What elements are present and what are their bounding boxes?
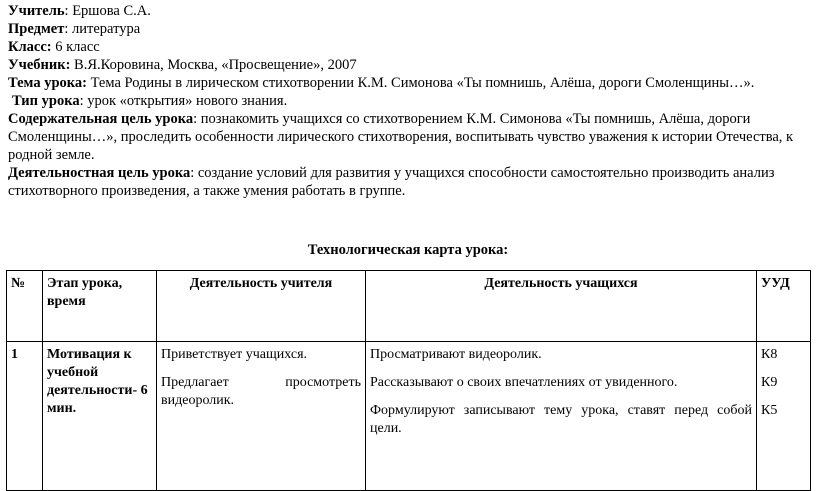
textbook-value: В.Я.Коровина, Москва, «Просвещение», 2007 [70,57,357,73]
topic-line [8,74,808,92]
topic-label: Тема урока: [8,75,87,91]
content-goal-value: : познакомить учащихся со стихотворением К.М. Симонова «Ты помнишь, Алёша, дороги Смоленщины…», проследить особенности лирического стихотворения, воспитывать чувство уважения к истории Отечества, к родной земле. [8,111,794,163]
subject-value: : литература [64,21,141,37]
table-title: Технологическая карта урока: [307,242,509,258]
textbook-line [8,56,808,74]
header-uud: УУД [757,271,811,342]
teacher-label: Учитель [8,3,65,19]
header-teacher-activity: Деятельность учителя [157,271,366,342]
student-activity-item: Рассказывают о своих впечатлениях от увиденного. [370,375,678,390]
uud-item: К5 [761,403,778,418]
teacher-activity-item: Предлагает просмотреть видеоролик. [161,375,361,408]
teacher-value: : Ершова С.А. [64,3,151,19]
student-activity-item: Просматривают видеоролик. [370,347,542,362]
student-activity-item: Формулируют записывают тему урока, ставят перед собой цели. [370,403,752,436]
uud-item: К8 [761,347,778,362]
activity-goal-label: Деятельностная цель урока [8,165,191,181]
row-number: 1 [7,342,43,491]
content-goal-label: Содержательная цель урока [8,111,194,127]
type-label: Тип урока [12,93,80,109]
lesson-info [8,2,808,200]
class-value: 6 класс [51,39,100,55]
subject-label: Предмет [8,21,65,37]
textbook-label: Учебник: [8,57,71,73]
table-row [7,342,811,491]
activity-goal-value: : создание условий для развития у учащихся способности самостоятельно производить анализ стихотворного произведения, а также умения работать в группе. [8,165,775,199]
row-student-activity [366,342,757,491]
row-uud [757,342,811,491]
type-line [8,92,808,110]
header-number: № [7,271,43,342]
topic-value: Тема Родины в лирическом стихотворении К.М. Симонова «Ты помнишь, Алёша, дороги Смоленщины…». [87,75,755,91]
row-teacher-activity [157,342,366,491]
header-student-activity: Деятельность учащихся [366,271,757,342]
type-value: : урок «открытия» нового знания. [79,93,288,109]
table-header-row [7,271,811,342]
class-label: Класс: [8,39,52,55]
header-stage: Этап урока, время [43,271,157,342]
subject-line [8,20,808,38]
class-line [8,38,808,56]
lesson-map-table [6,270,811,491]
content-goal-line [8,110,808,164]
row-stage: Мотивация к учебной деятельности- 6 мин. [43,342,157,491]
activity-goal-line [8,164,808,200]
uud-item: К9 [761,375,778,390]
teacher-activity-item: Приветствует учащихся. [161,347,308,362]
teacher-line [8,2,808,20]
